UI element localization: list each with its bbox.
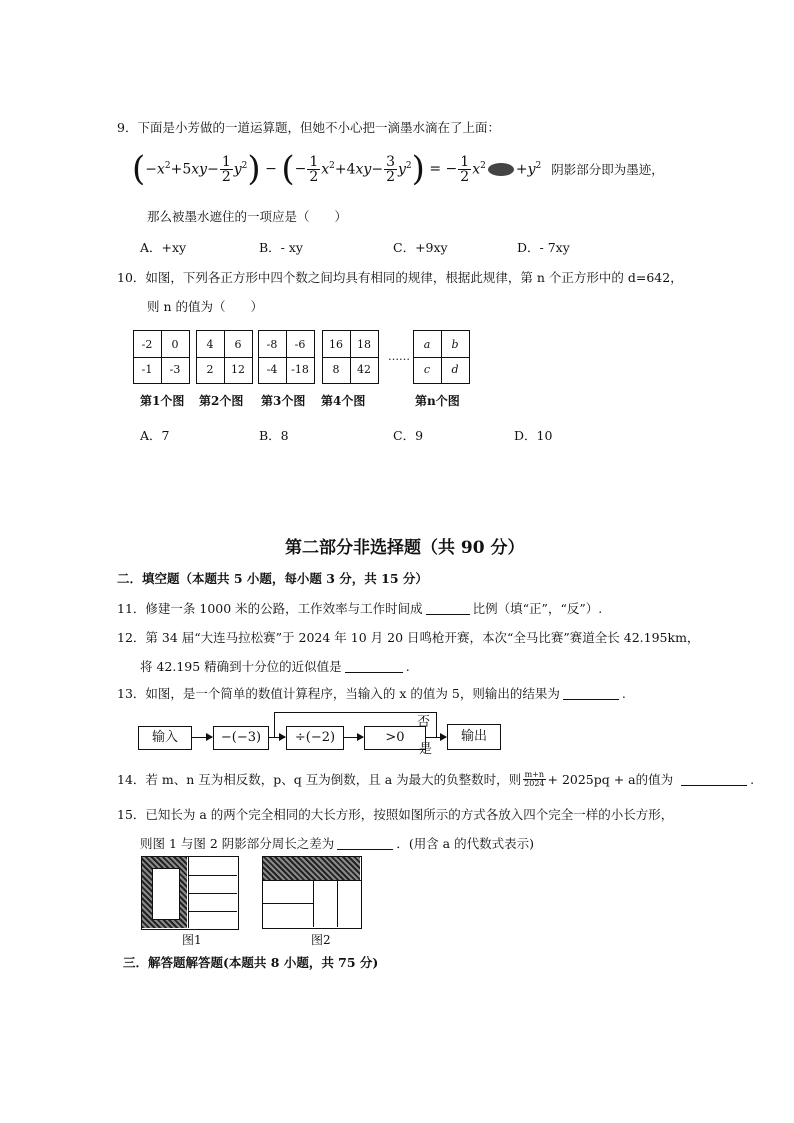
flow-loop-line (274, 712, 275, 737)
cell-c: 2 (206, 363, 214, 376)
flow-step3-box: >0 (364, 726, 426, 750)
cell-a: 4 (206, 338, 214, 351)
figure-2-caption: 图2 (311, 933, 331, 947)
q12-line1: 12．第 34 届“大连马拉松赛”于 2024 年 10 月 20 日鸣枪开赛，本次“全马比赛”赛道全长 42.195km， (117, 630, 700, 645)
q10-option-d: D．10 (514, 428, 553, 443)
q10-stem: 10．如图，下列各正方形中四个数之间均具有相同的规律，根据此规律，第 n 个正方形中的 d=642， (117, 270, 683, 285)
cell-a: -8 (266, 338, 278, 351)
caption: 第2个图 (199, 394, 244, 408)
flow-step1-box: −(−3) (213, 726, 269, 750)
q12-line2: 将 42.195 精确到十分位的近似值是 . (140, 659, 410, 674)
cell-b: -6 (294, 338, 306, 351)
q10-option-b: B．8 (259, 428, 289, 443)
q15-blank[interactable] (337, 837, 393, 850)
q14: 14．若 m、n 互为相反数，p、q 互为倒数，且 a 为最大的负整数时，则 $\frac{m+n}{2024}$ + 2025pq + a的值为 . (117, 769, 755, 788)
q10-option-c: C．9 (393, 428, 424, 443)
cell-c: -1 (141, 363, 153, 376)
q10-ellipsis: …… (388, 350, 410, 363)
cell-b: b (451, 338, 459, 351)
q13-blank[interactable] (563, 687, 619, 700)
cell-b: 6 (234, 338, 242, 351)
small-rectangle (152, 868, 180, 920)
cell-d: -3 (169, 363, 181, 376)
cell-d: 42 (357, 363, 371, 376)
caption: 第3个图 (261, 394, 306, 408)
caption: 第4个图 (321, 394, 366, 408)
flow-arrow (268, 737, 285, 738)
q10-option-a: A．7 (140, 428, 170, 443)
section3-heading: 三．解答题解答题(本题共 8 小题，共 75 分) (123, 955, 379, 970)
q15-line1: 15．已知长为 a 的两个完全相同的大长方形，按照如图所示的方式各放入四个完全一样的小长方形， (117, 807, 674, 822)
flow-loop-line (274, 712, 436, 713)
q15-line2: 则图 1 与图 2 阴影部分周长之差为 ．(用含 a 的代数式表示) (140, 836, 534, 851)
cell-a: -2 (141, 338, 153, 351)
q9-expression: ( $-x^2+5xy-$ $\frac{1}{2}$ $y^2$ ) − ( − $\frac{1}{2}$ $x^2+4xy-$ $\frac{3}{2}$ $y^2$ ) = − $\frac{1}{2}$ $x^2$ $+y^2$ 阴影部分即为墨迹， (132, 149, 664, 189)
flow-arrow (191, 737, 212, 738)
q9-stem: 9．下面是小芳做的一道运算题，但她不小心把一滴墨水滴在了上面： (117, 120, 500, 135)
q11-blank[interactable] (426, 602, 470, 615)
q9-option-d: D．- 7xy (517, 240, 570, 255)
q9-option-c: C．+9xy (393, 240, 448, 255)
caption: 第1个图 (140, 394, 185, 408)
cell-b: 0 (171, 338, 179, 351)
q11: 11．修建一条 1000 米的公路，工作效率与工作时间成 比例（填“正”，“反”）. (117, 601, 603, 616)
cell-d: 12 (231, 363, 245, 376)
cell-a: 16 (329, 338, 343, 351)
part2-title: 第二部分非选择题（共 90 分） (285, 538, 525, 558)
cell-a: a (423, 338, 431, 351)
ink-blot (488, 163, 514, 176)
q12-blank[interactable] (345, 660, 403, 673)
flow-step2-box: ÷(−2) (286, 726, 344, 750)
flow-arrow (343, 737, 363, 738)
cell-d: -18 (291, 363, 309, 376)
shaded-region (263, 857, 360, 880)
q13: 13．如图，是一个简单的数值计算程序，当输入的 x 的值为 5，则输出的结果为 . (117, 686, 626, 701)
flow-output-box: 输出 (447, 724, 501, 750)
cell-c: 8 (332, 363, 340, 376)
q9-option-a: A．+xy (140, 240, 187, 255)
cell-d: d (451, 363, 459, 376)
cell-c: c (423, 363, 431, 376)
cell-b: 18 (357, 338, 371, 351)
flow-loop-line (436, 712, 437, 737)
q9-option-b: B．- xy (259, 240, 303, 255)
q9-expr-note: 阴影部分即为墨迹， (551, 162, 664, 177)
q10-stem2: 则 n 的值为（ ） (147, 299, 263, 314)
caption: 第n个图 (415, 394, 460, 408)
flow-yes-label: 是 (419, 742, 433, 757)
q14-blank[interactable] (681, 773, 747, 786)
section2-heading: 二．填空题（本题共 5 小题，每小题 3 分，共 15 分） (117, 571, 428, 586)
flow-input-box: 输入 (138, 726, 192, 750)
cell-c: -4 (266, 363, 278, 376)
flow-no-label: 否 (417, 715, 431, 730)
q9-ask: 那么被墨水遮住的一项应是（ ） (147, 209, 348, 224)
figure-1-caption: 图1 (182, 933, 202, 947)
